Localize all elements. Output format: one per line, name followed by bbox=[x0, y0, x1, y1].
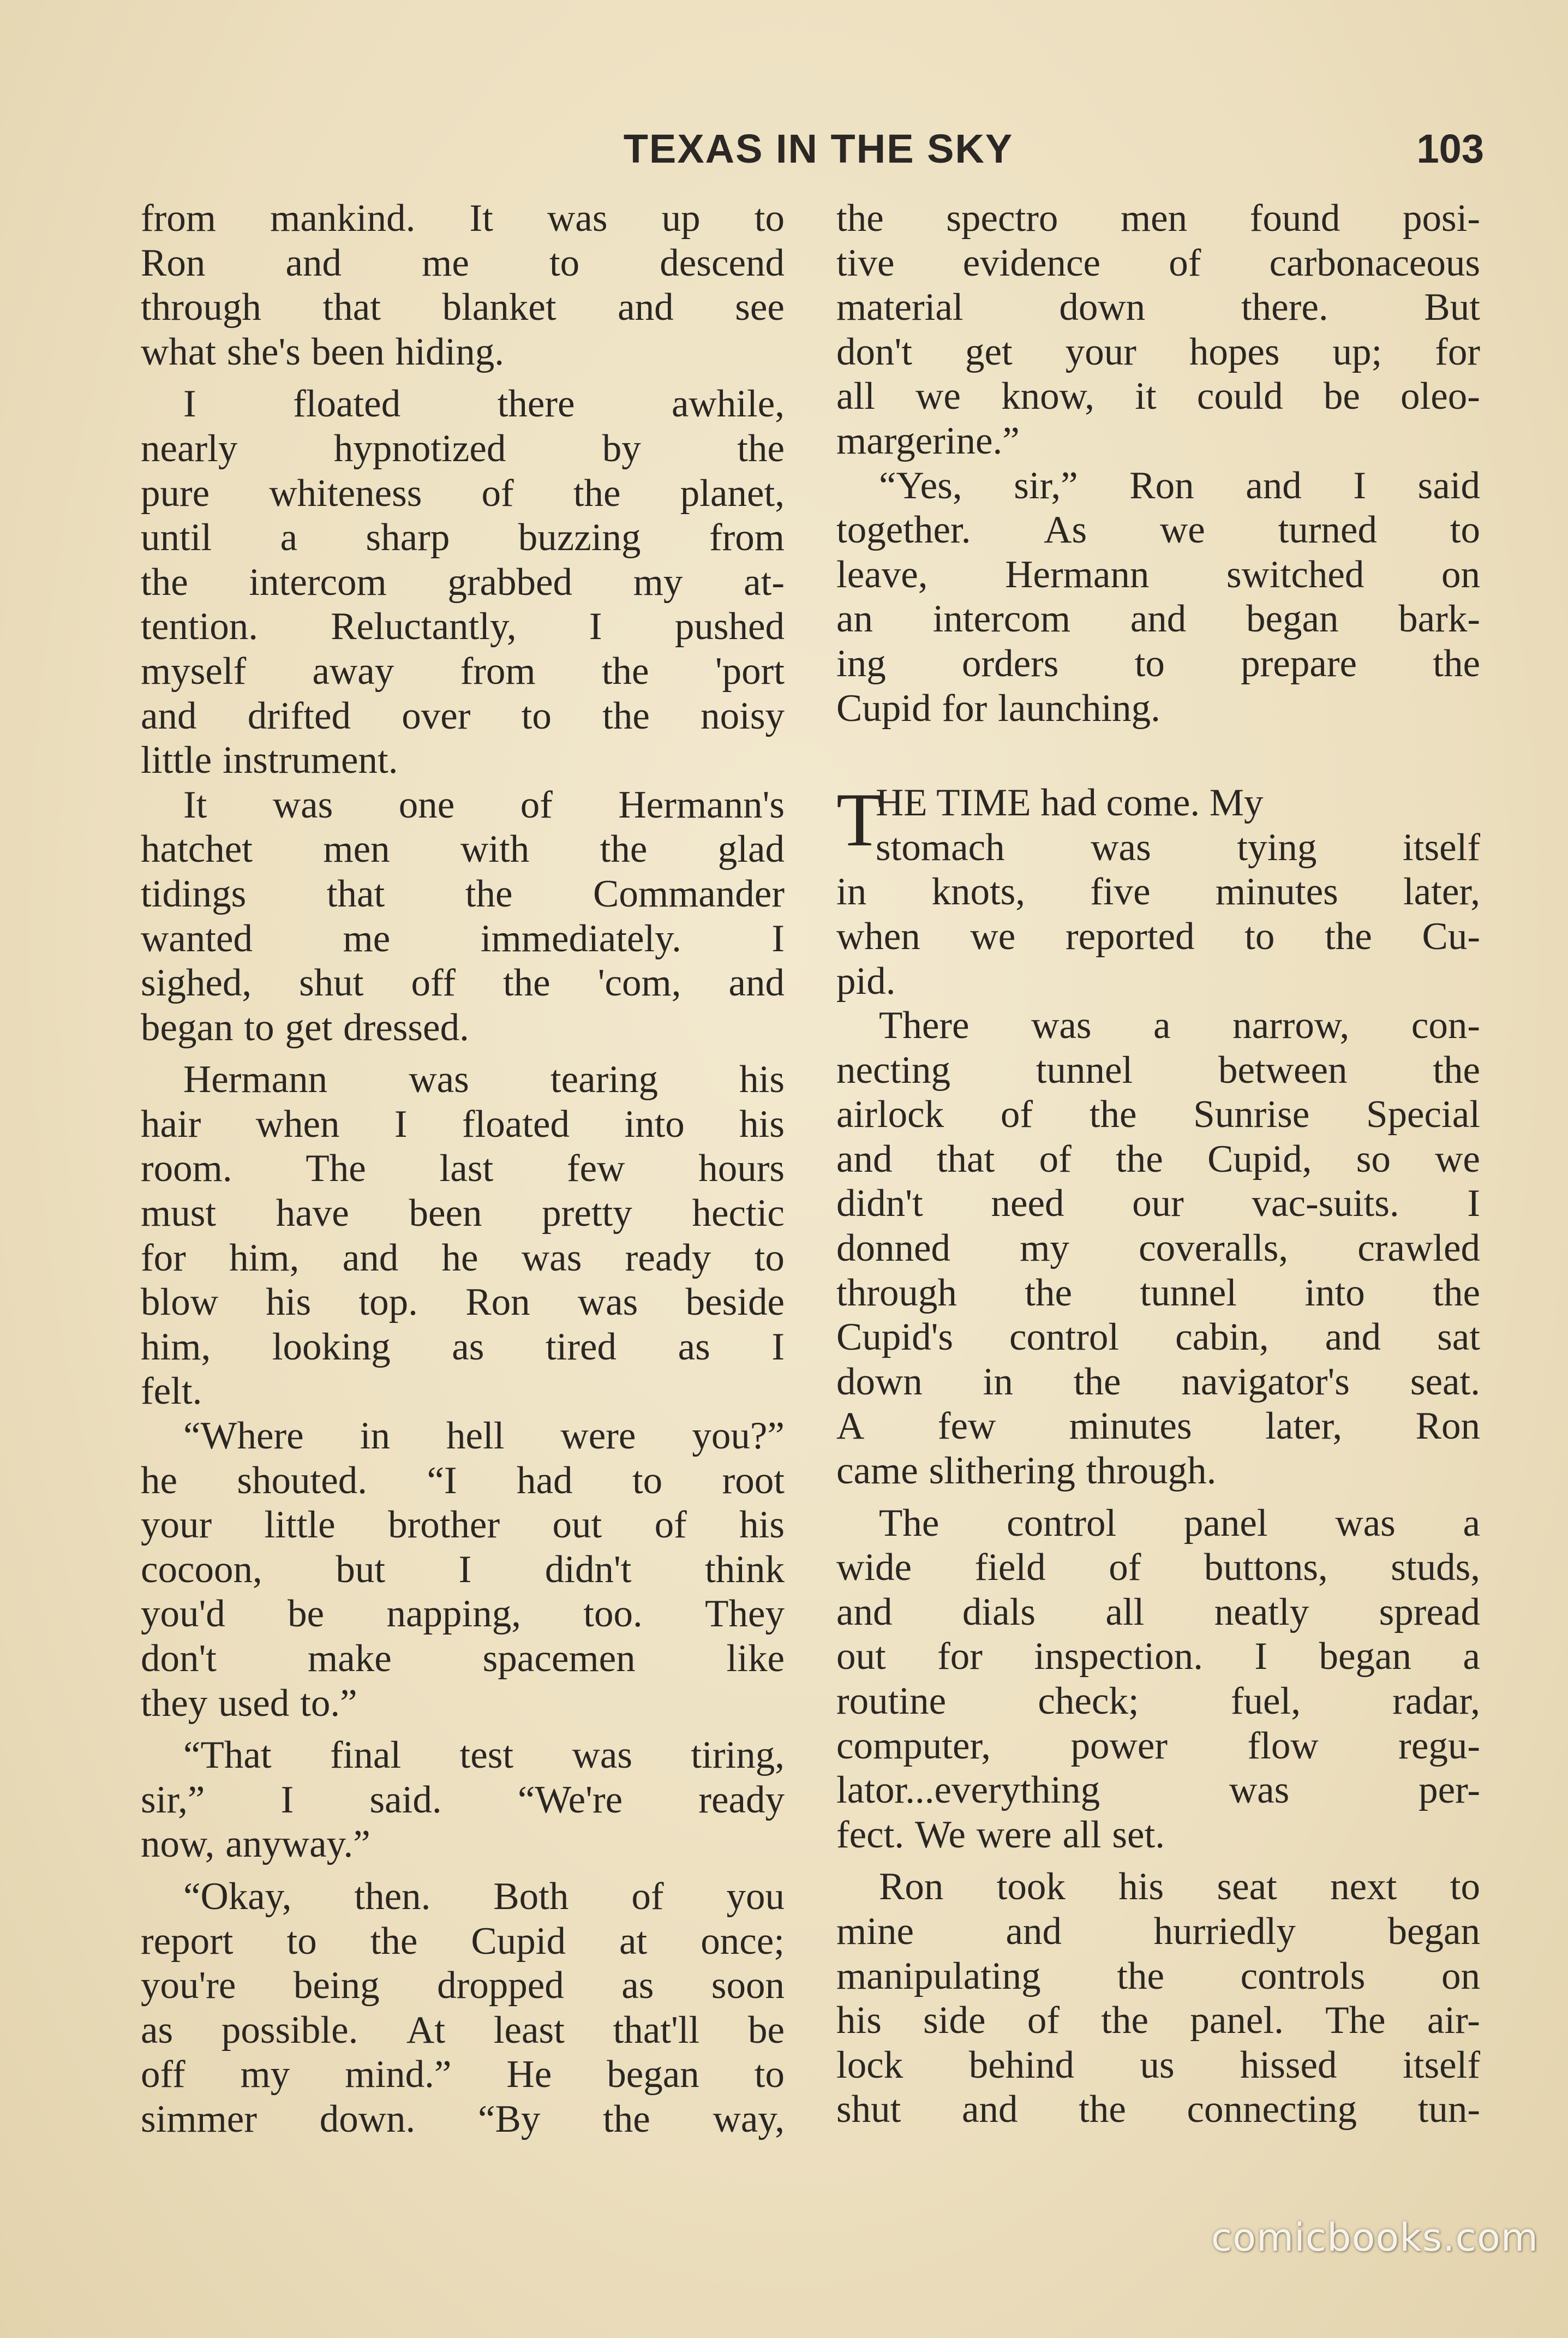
text-line: an intercom and began bark- bbox=[836, 598, 1480, 641]
text-line: leave, Hermann switched on bbox=[836, 553, 1480, 596]
text-line: pid. bbox=[836, 959, 896, 1003]
text-line: I floated there awhile, bbox=[183, 383, 785, 426]
text-line: sir,” I said. “We're ready bbox=[141, 1778, 785, 1821]
text-line: The control panel was a bbox=[879, 1501, 1480, 1544]
text-line: stomach was tying itself bbox=[876, 826, 1480, 869]
text-line: Cupid's control cabin, and sat bbox=[836, 1316, 1480, 1359]
text-line: blow his top. Ron was beside bbox=[141, 1281, 785, 1324]
text-line: mine and hurriedly began bbox=[836, 1910, 1480, 1953]
text-line: hatchet men with the glad bbox=[141, 828, 785, 871]
text-line: off my mind.” He began to bbox=[141, 2053, 785, 2096]
text-line: room. The last few hours bbox=[141, 1147, 785, 1190]
text-line: what she's been hiding. bbox=[141, 330, 504, 373]
text-line: tive evidence of carbonaceous bbox=[836, 241, 1480, 284]
text-line: the spectro men found posi- bbox=[836, 197, 1480, 240]
page-number: 103 bbox=[1416, 126, 1484, 171]
text-line: HE TIME had come. My bbox=[876, 782, 1264, 825]
text-line: little instrument. bbox=[141, 739, 398, 782]
text-line: don't get your hopes up; for bbox=[836, 330, 1480, 373]
text-line: you're being dropped as soon bbox=[141, 1964, 785, 2007]
text-line: routine check; fuel, radar, bbox=[836, 1680, 1480, 1722]
text-line: simmer down. “By the way, bbox=[141, 2097, 785, 2140]
text-line: “Okay, then. Both of you bbox=[183, 1875, 785, 1918]
text-line: came slithering through. bbox=[836, 1450, 1217, 1493]
text-line: felt. bbox=[141, 1370, 202, 1413]
text-line: airlock of the Sunrise Special bbox=[836, 1093, 1480, 1136]
text-line: your little brother out of his bbox=[141, 1504, 785, 1547]
text-line: lator...everything was per- bbox=[836, 1769, 1480, 1812]
text-line: from mankind. It was up to bbox=[141, 197, 785, 240]
text-line: tidings that the Commander bbox=[141, 872, 785, 915]
text-line: cocoon, but I didn't think bbox=[141, 1548, 785, 1591]
text-line: don't make spacemen like bbox=[141, 1637, 785, 1680]
text-line: Ron and me to descend bbox=[141, 241, 785, 284]
text-line: together. As we turned to bbox=[836, 509, 1480, 552]
text-line: Cupid for launching. bbox=[836, 687, 1160, 730]
text-line: through the tunnel into the bbox=[836, 1271, 1480, 1314]
text-line: all we know, it could be oleo- bbox=[836, 375, 1480, 418]
text-line: they used to.” bbox=[141, 1681, 357, 1725]
text-line: report to the Cupid at once; bbox=[141, 1919, 785, 1963]
right-column bbox=[836, 196, 1480, 2132]
text-line: began to get dressed. bbox=[141, 1006, 469, 1049]
text-line: down in the navigator's seat. bbox=[836, 1360, 1480, 1403]
text-line: shut and the connecting tun- bbox=[836, 2088, 1480, 2131]
text-line: sighed, shut off the 'com, and bbox=[141, 962, 785, 1005]
left-column bbox=[141, 196, 785, 2142]
text-line: didn't need our vac-suits. I bbox=[836, 1182, 1480, 1225]
text-line: tention. Reluctantly, I pushed bbox=[141, 605, 785, 648]
text-line: necting tunnel between the bbox=[836, 1048, 1480, 1092]
running-title: TEXAS IN THE SKY bbox=[623, 126, 1014, 171]
text-line: now, anyway.” bbox=[141, 1823, 370, 1866]
text-line: and that of the Cupid, so we bbox=[836, 1137, 1480, 1180]
text-line: and drifted over to the noisy bbox=[141, 694, 785, 737]
text-line: It was one of Hermann's bbox=[183, 783, 785, 826]
page-header bbox=[0, 119, 1568, 179]
text-line: for him, and he was ready to bbox=[141, 1236, 785, 1279]
text-line: in knots, five minutes later, bbox=[836, 870, 1480, 914]
text-line: you'd be napping, too. They bbox=[141, 1593, 785, 1636]
text-line: as possible. At least that'll be bbox=[141, 2008, 785, 2051]
text-line: out for inspection. I began a bbox=[836, 1635, 1480, 1678]
text-line: “That final test was tiring, bbox=[183, 1734, 785, 1777]
text-line: pure whiteness of the planet, bbox=[141, 472, 785, 515]
text-line: he shouted. “I had to root bbox=[141, 1459, 785, 1502]
text-line: wide field of buttons, studs, bbox=[836, 1546, 1480, 1589]
text-line: wanted me immediately. I bbox=[141, 917, 785, 960]
text-line: ing orders to prepare the bbox=[836, 642, 1480, 685]
text-line: There was a narrow, con- bbox=[879, 1004, 1480, 1047]
watermark: comicbooks.com bbox=[1211, 2215, 1539, 2260]
text-line: the intercom grabbed my at- bbox=[141, 560, 785, 604]
text-line: “Where in hell were you?” bbox=[183, 1415, 785, 1458]
text-line: Hermann was tearing his bbox=[183, 1058, 785, 1101]
text-line: A few minutes later, Ron bbox=[836, 1405, 1480, 1448]
text-line: until a sharp buzzing from bbox=[141, 516, 785, 559]
text-line: his side of the panel. The air- bbox=[836, 1999, 1480, 2042]
text-line: manipulating the controls on bbox=[836, 1954, 1480, 1997]
text-line: and dials all neatly spread bbox=[836, 1590, 1480, 1633]
text-line: through that blanket and see bbox=[141, 286, 785, 329]
text-line: donned my coveralls, crawled bbox=[836, 1227, 1480, 1270]
text-line: Ron took his seat next to bbox=[879, 1865, 1480, 1908]
text-line: computer, power flow regu- bbox=[836, 1724, 1480, 1767]
text-line: must have been pretty hectic bbox=[141, 1192, 785, 1235]
text-line: margerine.” bbox=[836, 419, 1020, 462]
text-line: myself away from the 'port bbox=[141, 649, 785, 693]
text-line: him, looking as tired as I bbox=[141, 1325, 785, 1368]
text-line: hair when I floated into his bbox=[141, 1102, 785, 1146]
drop-cap: T bbox=[836, 778, 883, 863]
text-line: when we reported to the Cu- bbox=[836, 915, 1480, 958]
text-line: lock behind us hissed itself bbox=[836, 2043, 1480, 2086]
text-line: “Yes, sir,” Ron and I said bbox=[879, 464, 1480, 507]
text-line: material down there. But bbox=[836, 286, 1480, 329]
text-line: fect. We were all set. bbox=[836, 1813, 1165, 1856]
text-line: nearly hypnotized by the bbox=[141, 427, 785, 470]
